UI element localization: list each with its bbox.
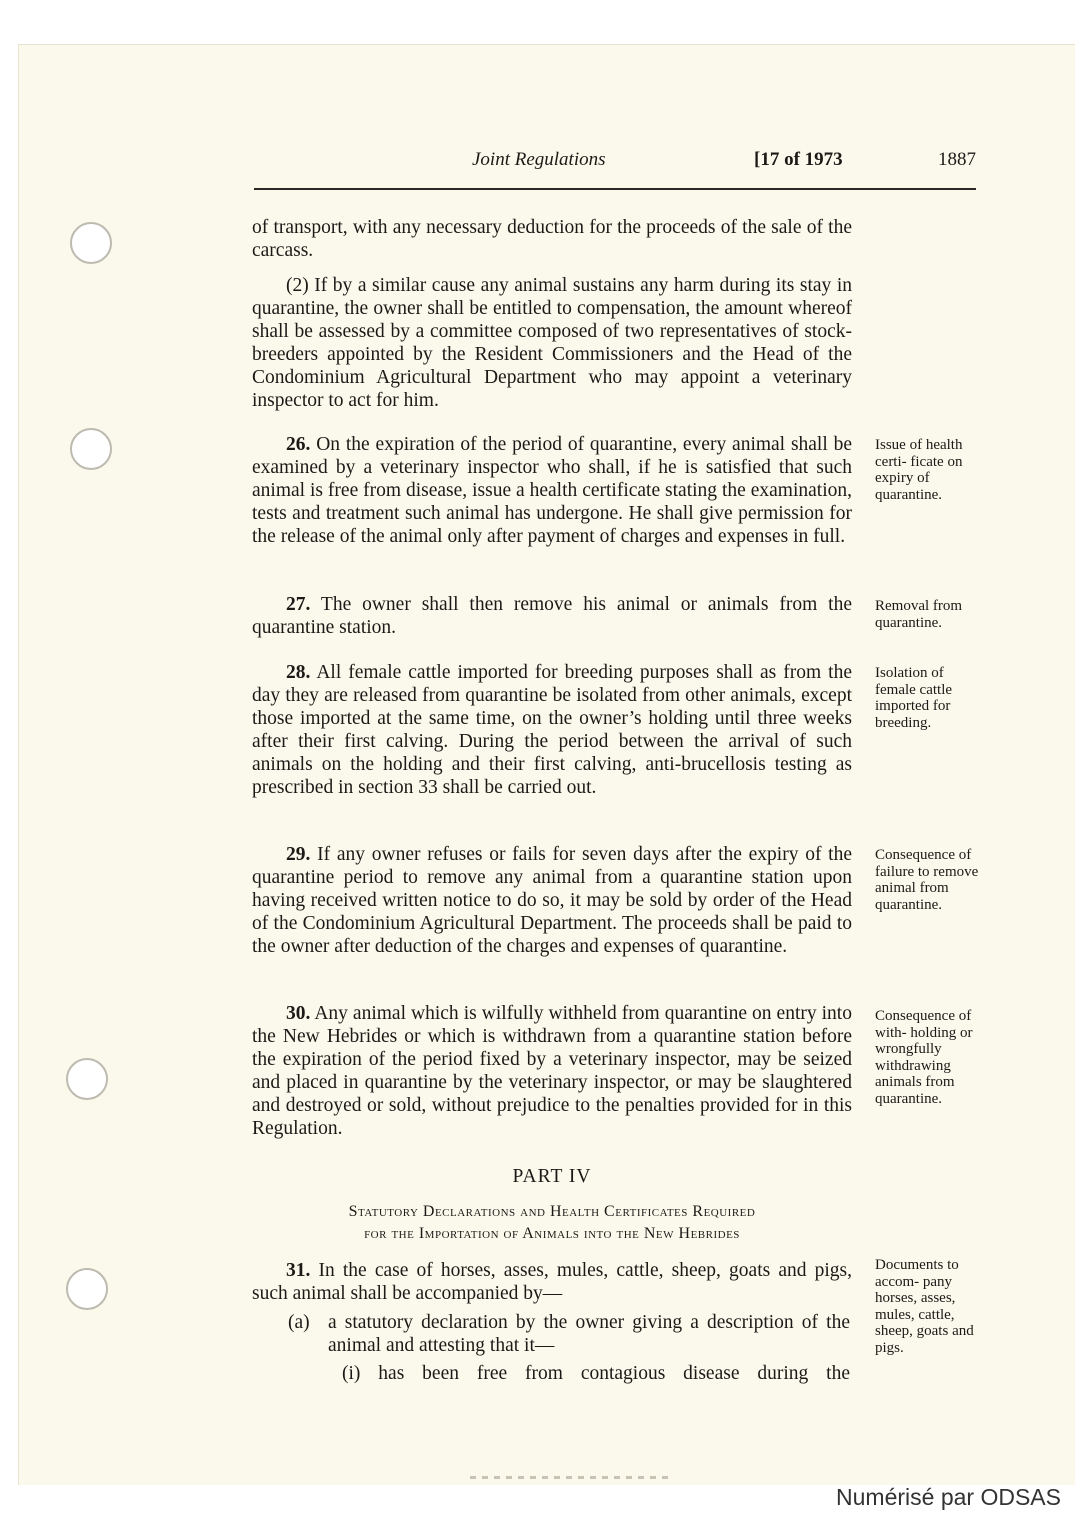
scan-artifact <box>470 1476 670 1479</box>
part-subheading-line-2: for the Importation of Animals into the New Hebrides <box>364 1225 740 1242</box>
section-text: The owner shall then remove his animal or animals from the quarantine station. <box>252 594 852 638</box>
punch-hole <box>66 1058 108 1100</box>
margin-note-28: Isolation of female cattle imported for breeding. <box>875 665 953 731</box>
section-text: On the expiration of the period of quarantine, every animal shall be examined by a veterinary inspector who shall, if he is satisfied that such animal is free from disease, issue a health certificate stating the examination, tests and treatment such animal has undergone. He shall give permission for the release of the animal only after payment of charges and expenses in full. <box>252 434 853 547</box>
header-title: Joint Regulations <box>472 149 606 170</box>
header-rule <box>254 188 976 190</box>
section-text: In the case of horses, asses, mules, cattle, sheep, goats and pigs, such animal shall be accompanied by— <box>252 1260 852 1304</box>
section-number: 31. <box>286 1260 311 1281</box>
paragraph-a-text: a statutory declaration by the owner giving a description of the animal and attesting that it— <box>328 1312 850 1356</box>
punch-hole <box>70 222 112 264</box>
section-28 <box>252 661 852 799</box>
margin-note-27: Removal from quarantine. <box>875 598 963 631</box>
subparagraph-i: (i) has been free from contagious disease during the <box>342 1363 850 1384</box>
section-number: 26. <box>286 434 311 455</box>
part-heading: PART IV <box>512 1166 592 1187</box>
margin-note-26: Issue of health certi- ficate on expiry of quarantine. <box>875 437 963 503</box>
punch-hole <box>66 1268 108 1310</box>
running-header <box>254 149 976 175</box>
section-27 <box>252 593 852 639</box>
section-text: All female cattle imported for breeding purposes shall as from the day they are released from quarantine be isolated from other animals, except those imported at the same time, on the owner’s holding until three weeks after their first calving. During the period between the arrival of such animals on the holding and their first calving, anti-brucellosis testing as prescribed in section 33 shall be carried out. <box>252 662 852 798</box>
page-number: 1887 <box>938 149 976 170</box>
section-text: Any animal which is wilfully withheld from quarantine on entry into the New Hebrides or which is withdrawn from a quarantine station before the expiration of the period fixed by a veterinary inspector, may be seized and placed in quarantine by the veterinary inspector, or may be slaughtered and destroyed or sold, without prejudice to the penalties provided for in this Regulation. <box>252 1003 852 1139</box>
section-29 <box>252 843 852 958</box>
continued-paragraph: of transport, with any necessary deduction for the proceeds of the sale of the carcass. <box>252 217 852 261</box>
margin-note-31: Documents to accom- pany horses, asses, mules, cattle, sheep, goats and pigs. <box>875 1257 974 1356</box>
section-number: 30. <box>286 1003 311 1024</box>
margin-note-30: Consequence of with- holding or wrongfully withdrawing animals from quarantine. <box>875 1008 973 1107</box>
section-text: If any owner refuses or fails for seven days after the expiry of the quarantine period to remove any animal from a quarantine station upon having received written notice to do so, it may be sold by order of the Head of the Condominium Agricultural Department. The proceeds shall be paid to the owner after deduction of the charges and expenses of quarantine. <box>252 844 853 957</box>
digitization-watermark: Numérisé par ODSAS <box>836 1484 1061 1510</box>
punch-hole <box>70 428 112 470</box>
section-26 <box>252 433 852 548</box>
paragraph-a-label: (a) <box>288 1312 310 1333</box>
section-number: 28. <box>286 662 311 683</box>
part-subheading-line-1: Statutory Declarations and Health Certificates Required <box>348 1203 756 1220</box>
section-30 <box>252 1002 852 1140</box>
section-number: 29. <box>286 844 311 865</box>
section-number: 27. <box>286 594 311 615</box>
subsection-2: (2) If by a similar cause any animal sustains any harm during its stay in quarantine, the owner shall be entitled to compensation, the amount whereof shall be assessed by a committee composed of two representatives of stock-breeders appointed by the Resident Commissioners and the Head of the Condominium Agricultural Department who may appoint a veterinary inspector to act for him. <box>252 275 852 411</box>
section-31 <box>252 1259 852 1305</box>
header-act-reference: [17 of 1973 <box>754 149 843 170</box>
paragraph-a <box>288 1311 850 1357</box>
margin-note-29: Consequence of failure to remove animal from quarantine. <box>875 847 979 913</box>
